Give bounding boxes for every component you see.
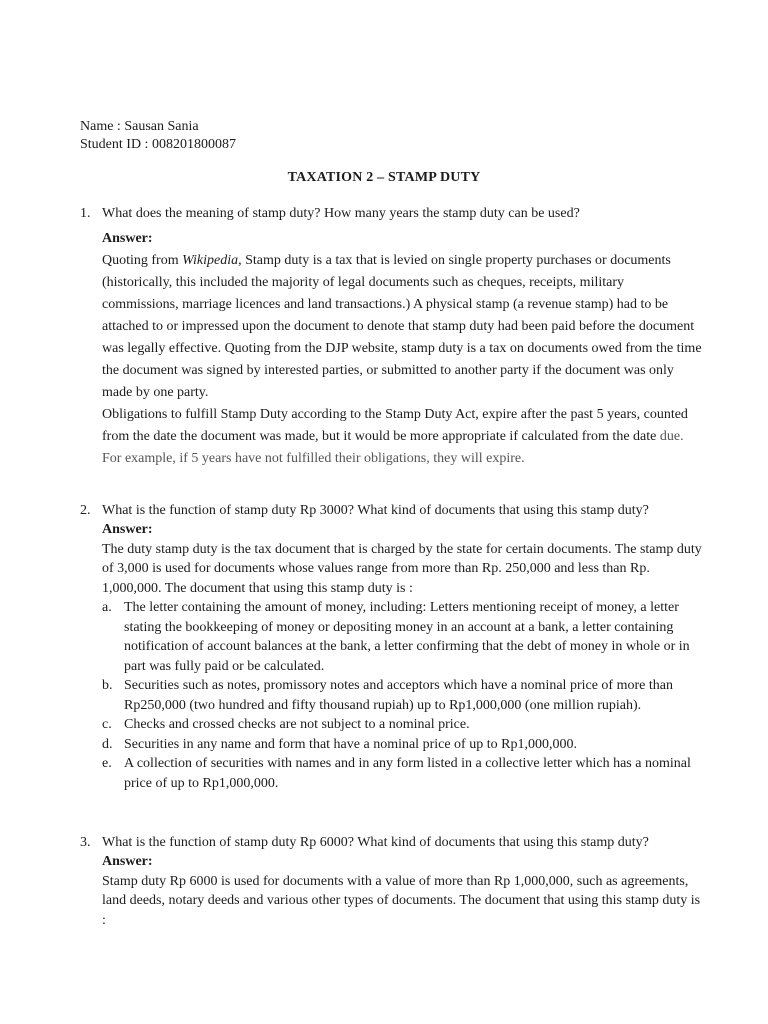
answer-1-obligation: Obligations to fulfill Stamp Duty according to the Stamp Duty Act, expire after the past 5 years, counted from the date the document was made, but it would be more appropriate if calculated from the date (102, 407, 688, 444)
list-item (102, 715, 702, 735)
list-marker: d. (102, 736, 113, 752)
question-2-text: What is the function of stamp duty Rp 3000? What kind of documents that using this stamp duty? (102, 503, 649, 518)
answer-3-intro: Stamp duty Rp 6000 is used for documents with a value of more than Rp 1,000,000, such as agreements, land deeds, notary deeds and various other types of documents. The document that using this stamp duty is : (102, 873, 701, 928)
answer-1-paragraph-2 (102, 404, 702, 470)
answer-1-example: due. For example, if 5 years have not fulfilled their obligations, they will expire. (102, 429, 684, 466)
answer-2-list (102, 598, 702, 793)
answer-1-prefix: Quoting from (102, 253, 183, 268)
answer-2 (102, 520, 702, 793)
student-id: Student ID : 008201800087 (80, 137, 236, 152)
question-3-text: What is the function of stamp duty Rp 6000? What kind of documents that using this stamp duty? (102, 835, 649, 850)
question-1-number: 1. (80, 206, 91, 221)
list-item (102, 676, 702, 715)
answer-1 (102, 228, 702, 470)
student-info (80, 118, 236, 154)
answer-2-label: Answer: (102, 522, 153, 537)
question-2-number: 2. (80, 503, 91, 518)
list-item-text: Securities such as notes, promissory notes and acceptors which have a nominal price of more than Rp250,000 (two hundred and fifty thousand rupiah) up to Rp1,000,000 (one million rupiah). (124, 678, 673, 713)
list-item-text: The letter containing the amount of money, including: Letters mentioning receipt of money, a letter stating the bookkeeping of money or depositing money in an account at a bank, a letter containing notification of account balances at the bank, a letter confirming that the debt of money in whole or in part was fully paid or be calculated. (124, 600, 690, 674)
question-3-number: 3. (80, 835, 91, 850)
answer-1-paragraph-1 (102, 250, 702, 404)
answer-3-label: Answer: (102, 854, 153, 869)
list-marker: e. (102, 756, 112, 771)
list-item-text: A collection of securities with names and in any form listed in a collective letter which has a nominal price of up to Rp1,000,000. (124, 756, 691, 791)
answer-1-label: Answer: (102, 231, 153, 246)
list-item (102, 754, 702, 793)
list-marker: b. (102, 678, 113, 693)
list-item-text: Checks and crossed checks are not subject to a nominal price. (124, 717, 470, 732)
document-title: TAXATION 2 – STAMP DUTY (287, 170, 481, 185)
answer-2-intro: The duty stamp duty is the tax document that is charged by the state for certain documents. The stamp duty of 3,000 is used for documents whose values range from more than Rp. 250,000 and less than Rp. 1,000,000. The document that using this stamp duty is : (102, 541, 702, 596)
answer-1-source: Wikipedia (182, 253, 239, 268)
list-item-text: Securities in any name and form that have a nominal price of up to Rp1,000,000. (124, 736, 577, 752)
question-1-text: What does the meaning of stamp duty? How many years the stamp duty can be used? (102, 206, 580, 221)
list-marker: c. (102, 717, 112, 732)
list-item (102, 598, 702, 676)
answer-3 (102, 852, 702, 930)
list-marker: a. (102, 600, 112, 615)
student-name: Name : Sausan Sania (80, 119, 199, 134)
answer-1-body: , Stamp duty is a tax that is levied on single property purchases or documents (historically, this included the majority of legal documents such as cheques, receipts, military commissions, marriage licences and land transactions.) A physical stamp (a revenue stamp) had to be attached to or impressed upon the document to denote that stamp duty had been paid before the document was legally effective. Quoting from the DJP website, stamp duty is a tax on documents owed from the time the document was signed by interested parties, or submitted to another party if the document was only made by one party. (102, 253, 702, 400)
list-item (102, 735, 702, 755)
